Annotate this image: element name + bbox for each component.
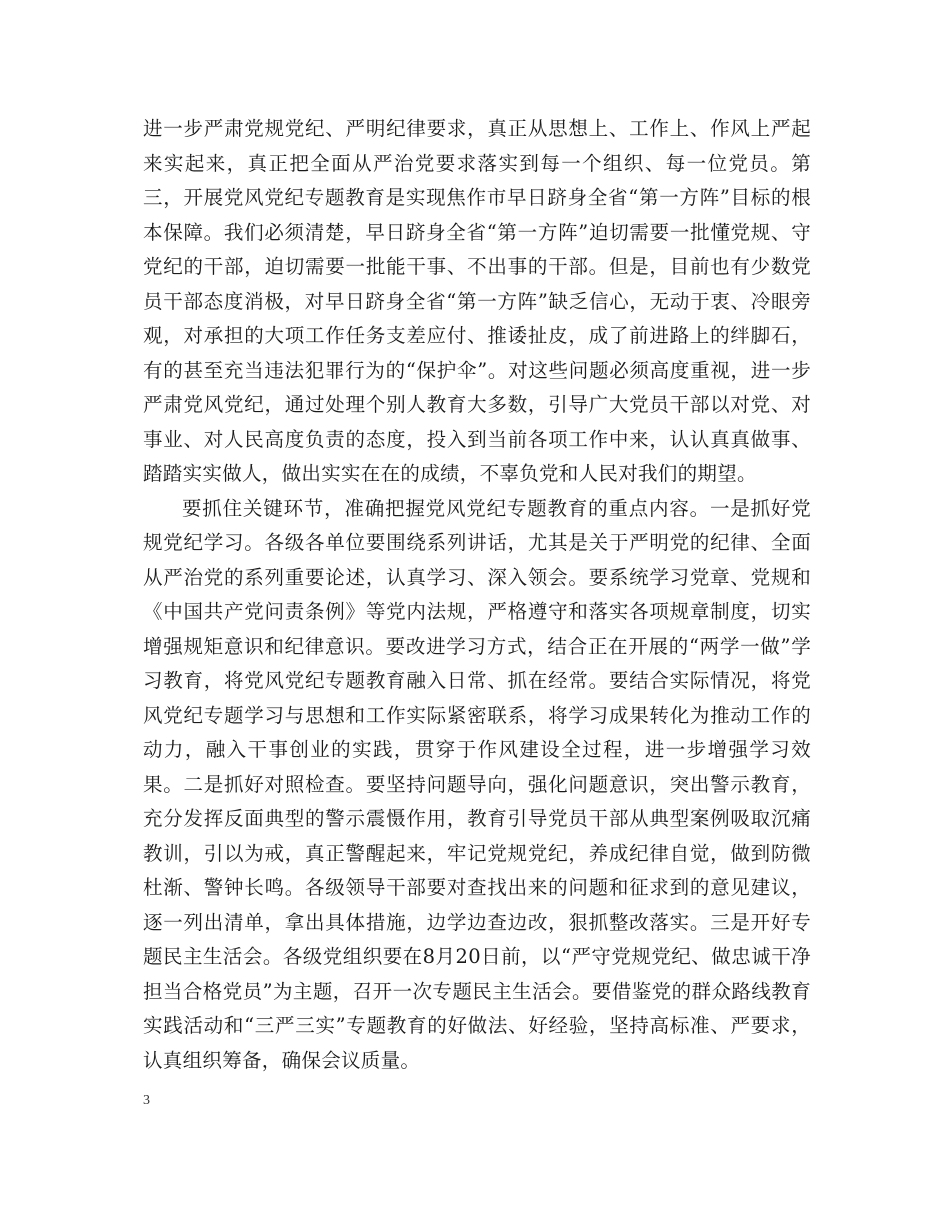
paragraph-2: 要抓住关键环节，准确把握党风党纪专题教育的重点内容。一是抓好党规党纪学习。各级各单位要围绕系列讲话，尤其是关于严明党的纪律、全面从严治党的系列重要论述，认真学习、深入领会。要系统学习党章、党规和《中国共产党问责条例》等党内法规，严格遵守和落实各项规章制度，切实增强规矩意识和纪律意识。要改进学习方式，结合正在开展的“两学一做”学习教育，将党风党纪专题教育融入日常、抓在经常。要结合实际情况，将党风党纪专题学习与思想和工作实际紧密联系，将学习成果转化为推动工作的动力，融入干事创业的实践，贯穿于作风建设全过程，进一步增强学习效果。二是抓好对照检查。要坚持问题导向，强化问题意识，突出警示教育，充分发挥反面典型的警示震慑作用，教育引导党员干部从典型案例吸取沉痛教训，引以为戒，真正警醒起来，牢记党规党纪，养成纪律自觉，做到防微杜渐、警钟长鸣。各级领导干部要对查找出来的问题和征求到的意见建议，逐一列出清单，拿出具体措施，边学边查边改，狠抓整改落实。三是开好专题民主生活会。各级党组织要在8月20日前，以“严守党规党纪、做忠诚干净担当合格党员”为主题，召开一次专题民主生活会。要借鉴党的群众路线教育实践活动和“三严三实”专题教育的好做法、好经验，坚持高标准、严要求，认真组织筹备，确保会议质量。 bbox=[143, 496, 811, 1072]
paragraph-1: 进一步严肃党规党纪、严明纪律要求，真正从思想上、工作上、作风上严起来实起来，真正把全面从严治党要求落实到每一个组织、每一位党员。第三，开展党风党纪专题教育是实现焦作市早日跻身全省“第一方阵”目标的根本保障。我们必须清楚，早日跻身全省“第一方阵”迫切需要一批懂党规、守党纪的干部，迫切需要一批能干事、不出事的干部。但是，目前也有少数党员干部态度消极，对早日跻身全省“第一方阵”缺乏信心，无动于衷、冷眼旁观，对承担的大项工作任务支差应付、推诿扯皮，成了前进路上的绊脚石，有的甚至充当违法犯罪行为的“保护伞”。对这些问题必须高度重视，进一步严肃党风党纪，通过处理个别人教育大多数，引导广大党员干部以对党、对事业、对人民高度负责的态度，投入到当前各项工作中来，认认真真做事、踏踏实实做人，做出实实在在的成绩，不辜负党和人民对我们的期望。 bbox=[143, 117, 811, 485]
page-number: 3 bbox=[143, 1093, 150, 1108]
body-text bbox=[143, 112, 811, 1078]
